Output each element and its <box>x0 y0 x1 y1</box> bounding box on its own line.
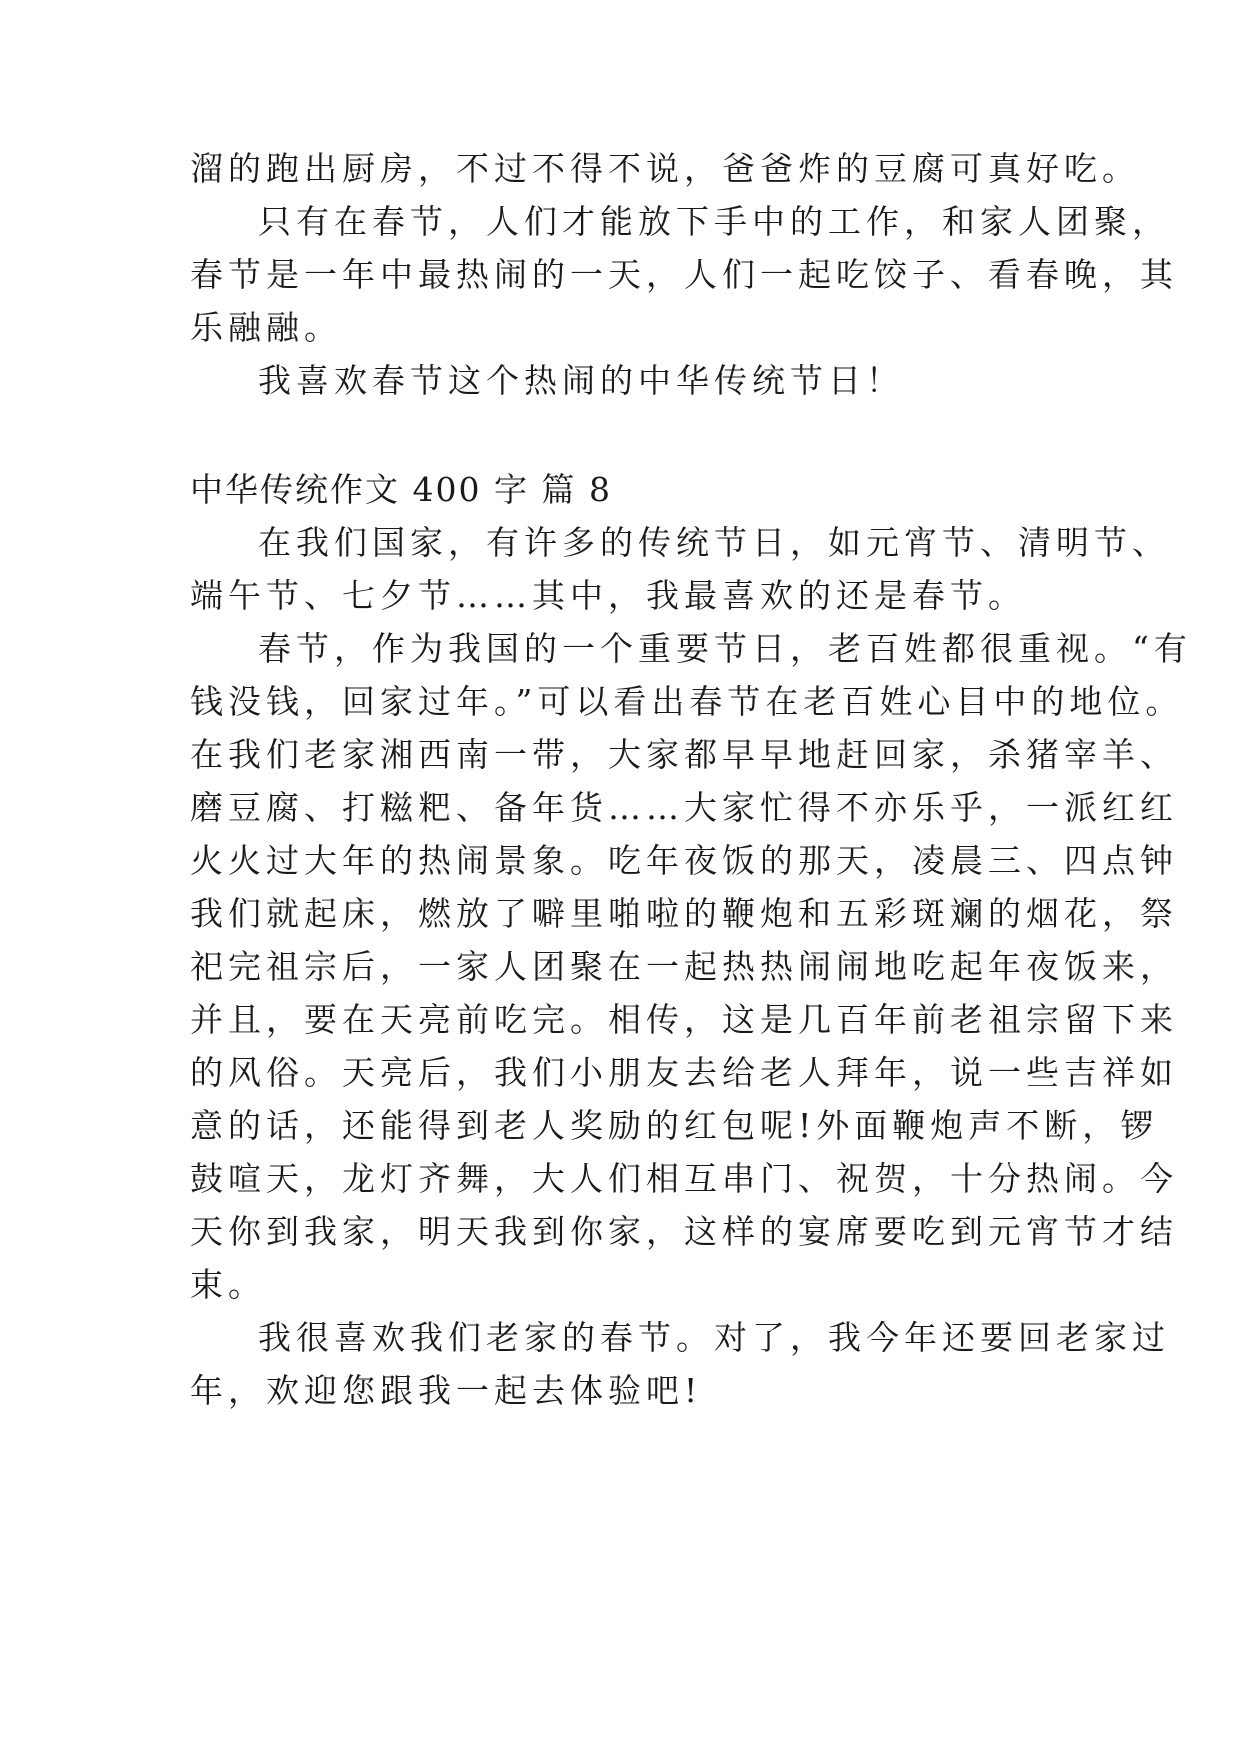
paragraph-line: 鼓喧天，龙灯齐舞，大人们相互串门、祝贺，十分热闹。今 <box>190 1159 1178 1198</box>
paragraph-line: 溜的跑出厨房，不过不得不说，爸爸炸的豆腐可真好吃。 <box>190 149 1140 188</box>
paragraph-line: 束。 <box>190 1265 266 1304</box>
paragraph-line: 我喜欢春节这个热闹的中华传统节日！ <box>258 361 904 400</box>
paragraph-line: 磨豆腐、打糍粑、备年货……大家忙得不亦乐乎，一派红红 <box>190 788 1178 827</box>
paragraph-line: 并且，要在天亮前吃完。相传，这是几百年前老祖宗留下来 <box>190 1000 1178 1039</box>
paragraph-line: 火火过大年的热闹景象。吃年夜饭的那天，凌晨三、四点钟 <box>190 841 1178 880</box>
paragraph-line: 钱没钱，回家过年。”可以看出春节在老百姓心目中的地位。 <box>190 682 1184 721</box>
paragraph-line: 意的话，还能得到老人奖励的红包呢!外面鞭炮声不断，锣 <box>190 1106 1159 1145</box>
paragraph-line: 春节是一年中最热闹的一天，人们一起吃饺子、看春晚，其 <box>190 255 1178 294</box>
paragraph-line: 只有在春节，人们才能放下手中的工作，和家人团聚， <box>258 202 1170 241</box>
paragraph-line: 的风俗。天亮后，我们小朋友去给老人拜年，说一些吉祥如 <box>190 1053 1178 1092</box>
paragraph-line: 我们就起床，燃放了噼里啪啦的鞭炮和五彩斑斓的烟花，祭 <box>190 894 1178 933</box>
paragraph-line: 年，欢迎您跟我一起去体验吧! <box>190 1371 703 1410</box>
paragraph-line: 在我们老家湘西南一带，大家都早早地赶回家，杀猪宰羊、 <box>190 735 1178 774</box>
paragraph-line: 祀完祖宗后，一家人团聚在一起热热闹闹地吃起年夜饭来， <box>190 947 1178 986</box>
paragraph-line: 乐融融。 <box>190 308 342 347</box>
paragraph-line: 在我们国家，有许多的传统节日，如元宵节、清明节、 <box>258 523 1170 562</box>
section-heading: 中华传统作文 400 字 篇 8 <box>190 470 612 509</box>
paragraph-line: 春节，作为我国的一个重要节日，老百姓都很重视。“有 <box>258 629 1192 668</box>
paragraph-line: 端午节、七夕节……其中，我最喜欢的还是春节。 <box>190 576 1026 615</box>
paragraph-line: 天你到我家，明天我到你家，这样的宴席要吃到元宵节才结 <box>190 1212 1178 1251</box>
paragraph-line: 我很喜欢我们老家的春节。对了，我今年还要回老家过 <box>258 1318 1170 1357</box>
